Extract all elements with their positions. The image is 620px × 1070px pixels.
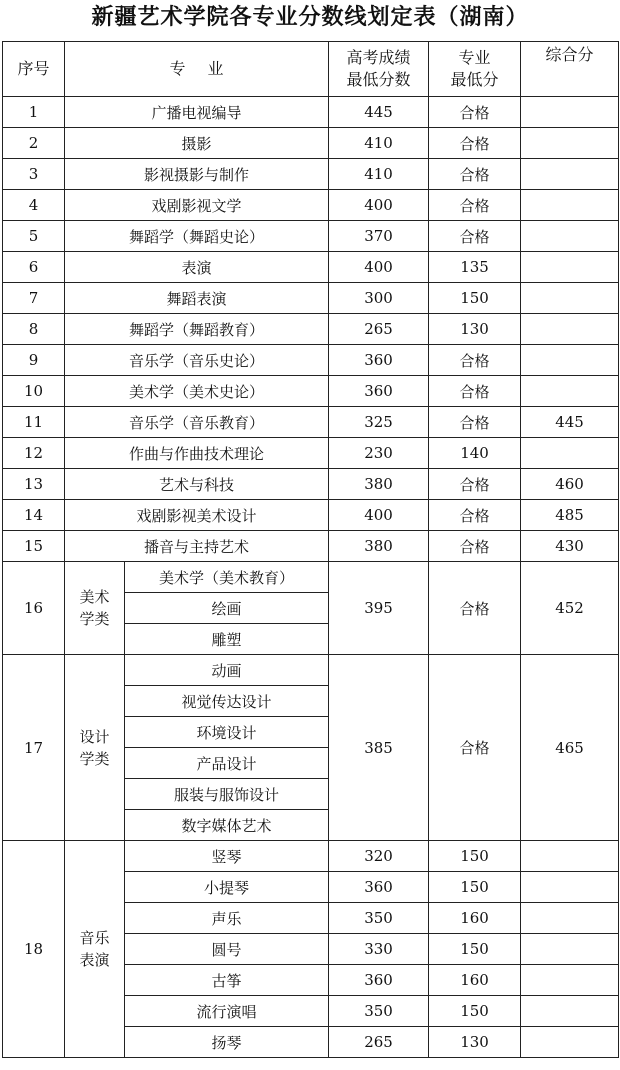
table-row <box>3 128 619 159</box>
header-prof-line1: 专业 <box>458 48 491 67</box>
category-line2: 学类 <box>79 610 110 628</box>
header-composite: 综合分 <box>521 42 619 97</box>
cell-major: 环境设计 <box>125 717 329 748</box>
cell-composite: 445 <box>521 407 619 438</box>
header-row <box>3 42 619 97</box>
cell-major: 竖琴 <box>125 841 329 872</box>
cell-seq: 10 <box>3 376 65 407</box>
cell-composite <box>521 996 619 1027</box>
cell-seq: 8 <box>3 314 65 345</box>
cell-composite <box>521 841 619 872</box>
cell-prof: 合格 <box>429 159 521 190</box>
table-row-group16 <box>3 562 619 593</box>
table-row <box>3 221 619 252</box>
cell-composite <box>521 159 619 190</box>
cell-major: 作曲与作曲技术理论 <box>65 438 329 469</box>
table-row <box>3 531 619 562</box>
cell-major: 产品设计 <box>125 748 329 779</box>
cell-gaokao: 360 <box>329 965 429 996</box>
cell-major: 动画 <box>125 655 329 686</box>
cell-composite: 485 <box>521 500 619 531</box>
cell-gaokao: 265 <box>329 1027 429 1058</box>
cell-gaokao: 400 <box>329 500 429 531</box>
category-line1: 美术 <box>79 588 110 606</box>
header-gaokao-line2: 最低分数 <box>346 70 411 89</box>
cell-category <box>65 841 125 1058</box>
cell-seq: 17 <box>3 655 65 841</box>
cell-composite: 465 <box>521 655 619 841</box>
cell-gaokao: 350 <box>329 996 429 1027</box>
cell-seq: 12 <box>3 438 65 469</box>
cell-gaokao: 360 <box>329 345 429 376</box>
cell-prof: 135 <box>429 252 521 283</box>
cell-seq: 15 <box>3 531 65 562</box>
cell-prof: 合格 <box>429 190 521 221</box>
cell-prof: 150 <box>429 841 521 872</box>
cell-prof: 150 <box>429 872 521 903</box>
table-row <box>3 500 619 531</box>
header-gaokao <box>329 42 429 97</box>
cell-seq: 6 <box>3 252 65 283</box>
cell-major: 服装与服饰设计 <box>125 779 329 810</box>
cell-major: 舞蹈学（舞蹈教育） <box>65 314 329 345</box>
table-row-group17 <box>3 655 619 686</box>
cell-gaokao: 360 <box>329 376 429 407</box>
category-line1: 音乐 <box>79 929 110 947</box>
cell-prof: 合格 <box>429 407 521 438</box>
table-row <box>3 376 619 407</box>
cell-gaokao: 320 <box>329 841 429 872</box>
cell-composite <box>521 934 619 965</box>
cell-prof: 合格 <box>429 345 521 376</box>
cell-major: 音乐学（音乐教育） <box>65 407 329 438</box>
cell-composite <box>521 221 619 252</box>
cell-major: 视觉传达设计 <box>125 686 329 717</box>
cell-major: 雕塑 <box>125 624 329 655</box>
cell-prof: 150 <box>429 283 521 314</box>
cell-composite: 460 <box>521 469 619 500</box>
cell-seq: 5 <box>3 221 65 252</box>
cell-prof: 合格 <box>429 469 521 500</box>
cell-major: 数字媒体艺术 <box>125 810 329 841</box>
cell-composite <box>521 903 619 934</box>
cell-prof: 150 <box>429 934 521 965</box>
cell-seq: 16 <box>3 562 65 655</box>
cell-composite <box>521 128 619 159</box>
cell-prof: 150 <box>429 996 521 1027</box>
cell-gaokao: 400 <box>329 252 429 283</box>
cell-prof: 160 <box>429 965 521 996</box>
cell-category <box>65 562 125 655</box>
cell-seq: 2 <box>3 128 65 159</box>
cell-prof: 合格 <box>429 376 521 407</box>
cell-composite <box>521 314 619 345</box>
cell-gaokao: 400 <box>329 190 429 221</box>
cell-major: 播音与主持艺术 <box>65 531 329 562</box>
cell-gaokao: 325 <box>329 407 429 438</box>
cell-prof: 合格 <box>429 128 521 159</box>
cell-seq: 14 <box>3 500 65 531</box>
cell-seq: 1 <box>3 97 65 128</box>
cell-seq: 3 <box>3 159 65 190</box>
cell-seq: 4 <box>3 190 65 221</box>
cell-gaokao: 410 <box>329 128 429 159</box>
cell-prof: 合格 <box>429 221 521 252</box>
cell-prof: 130 <box>429 1027 521 1058</box>
cell-composite: 430 <box>521 531 619 562</box>
cell-seq: 11 <box>3 407 65 438</box>
cell-category <box>65 655 125 841</box>
cell-seq: 18 <box>3 841 65 1058</box>
cell-major: 小提琴 <box>125 872 329 903</box>
cell-major: 美术学（美术史论） <box>65 376 329 407</box>
cell-seq: 7 <box>3 283 65 314</box>
cell-prof: 合格 <box>429 97 521 128</box>
table-row <box>3 345 619 376</box>
cell-gaokao: 330 <box>329 934 429 965</box>
cell-prof: 合格 <box>429 500 521 531</box>
header-prof <box>429 42 521 97</box>
cell-prof: 合格 <box>429 655 521 841</box>
table-row <box>3 159 619 190</box>
header-gaokao-line1: 高考成绩 <box>346 48 411 67</box>
header-major: 专业 <box>65 42 329 97</box>
category-line1: 设计 <box>79 727 110 746</box>
category-line2: 学类 <box>79 749 110 768</box>
cell-major: 戏剧影视文学 <box>65 190 329 221</box>
header-prof-line2: 最低分 <box>450 70 499 89</box>
cell-major: 圆号 <box>125 934 329 965</box>
table-row <box>3 407 619 438</box>
header-seq: 序号 <box>3 42 65 97</box>
cell-major: 美术学（美术教育） <box>125 562 329 593</box>
cell-composite <box>521 965 619 996</box>
cell-gaokao: 300 <box>329 283 429 314</box>
page-title: 新疆艺术学院各专业分数线划定表（湖南） <box>91 5 529 30</box>
cell-gaokao: 370 <box>329 221 429 252</box>
cell-major: 影视摄影与制作 <box>65 159 329 190</box>
cell-major: 流行演唱 <box>125 996 329 1027</box>
table-row <box>3 190 619 221</box>
cell-gaokao: 230 <box>329 438 429 469</box>
table-row-group18 <box>3 841 619 872</box>
cell-prof: 160 <box>429 903 521 934</box>
category-line2: 表演 <box>79 951 110 969</box>
cell-composite: 452 <box>521 562 619 655</box>
cell-composite <box>521 283 619 314</box>
cell-major: 古筝 <box>125 965 329 996</box>
table-row <box>3 97 619 128</box>
cell-major: 音乐学（音乐史论） <box>65 345 329 376</box>
cell-composite <box>521 376 619 407</box>
cell-seq: 13 <box>3 469 65 500</box>
cell-composite <box>521 97 619 128</box>
cell-major: 表演 <box>65 252 329 283</box>
table-row <box>3 283 619 314</box>
cell-major: 舞蹈表演 <box>65 283 329 314</box>
cell-gaokao: 445 <box>329 97 429 128</box>
table-row <box>3 314 619 345</box>
cell-major: 摄影 <box>65 128 329 159</box>
cell-seq: 9 <box>3 345 65 376</box>
cell-gaokao: 265 <box>329 314 429 345</box>
cell-major: 广播电视编导 <box>65 97 329 128</box>
cell-major: 扬琴 <box>125 1027 329 1058</box>
cell-gaokao: 395 <box>329 562 429 655</box>
cell-composite <box>521 1027 619 1058</box>
cell-major: 声乐 <box>125 903 329 934</box>
cell-prof: 140 <box>429 438 521 469</box>
cell-major: 艺术与科技 <box>65 469 329 500</box>
cell-gaokao: 410 <box>329 159 429 190</box>
cell-composite <box>521 252 619 283</box>
score-table <box>2 41 619 1058</box>
cell-major: 舞蹈学（舞蹈史论） <box>65 221 329 252</box>
table-row <box>3 438 619 469</box>
cell-composite <box>521 190 619 221</box>
cell-gaokao: 380 <box>329 531 429 562</box>
cell-prof: 130 <box>429 314 521 345</box>
cell-composite <box>521 872 619 903</box>
cell-gaokao: 380 <box>329 469 429 500</box>
cell-composite <box>521 438 619 469</box>
cell-major: 绘画 <box>125 593 329 624</box>
cell-gaokao: 350 <box>329 903 429 934</box>
cell-prof: 合格 <box>429 562 521 655</box>
cell-major: 戏剧影视美术设计 <box>65 500 329 531</box>
cell-composite <box>521 345 619 376</box>
cell-prof: 合格 <box>429 531 521 562</box>
table-row <box>3 252 619 283</box>
cell-gaokao: 360 <box>329 872 429 903</box>
table-row <box>3 469 619 500</box>
cell-gaokao: 385 <box>329 655 429 841</box>
